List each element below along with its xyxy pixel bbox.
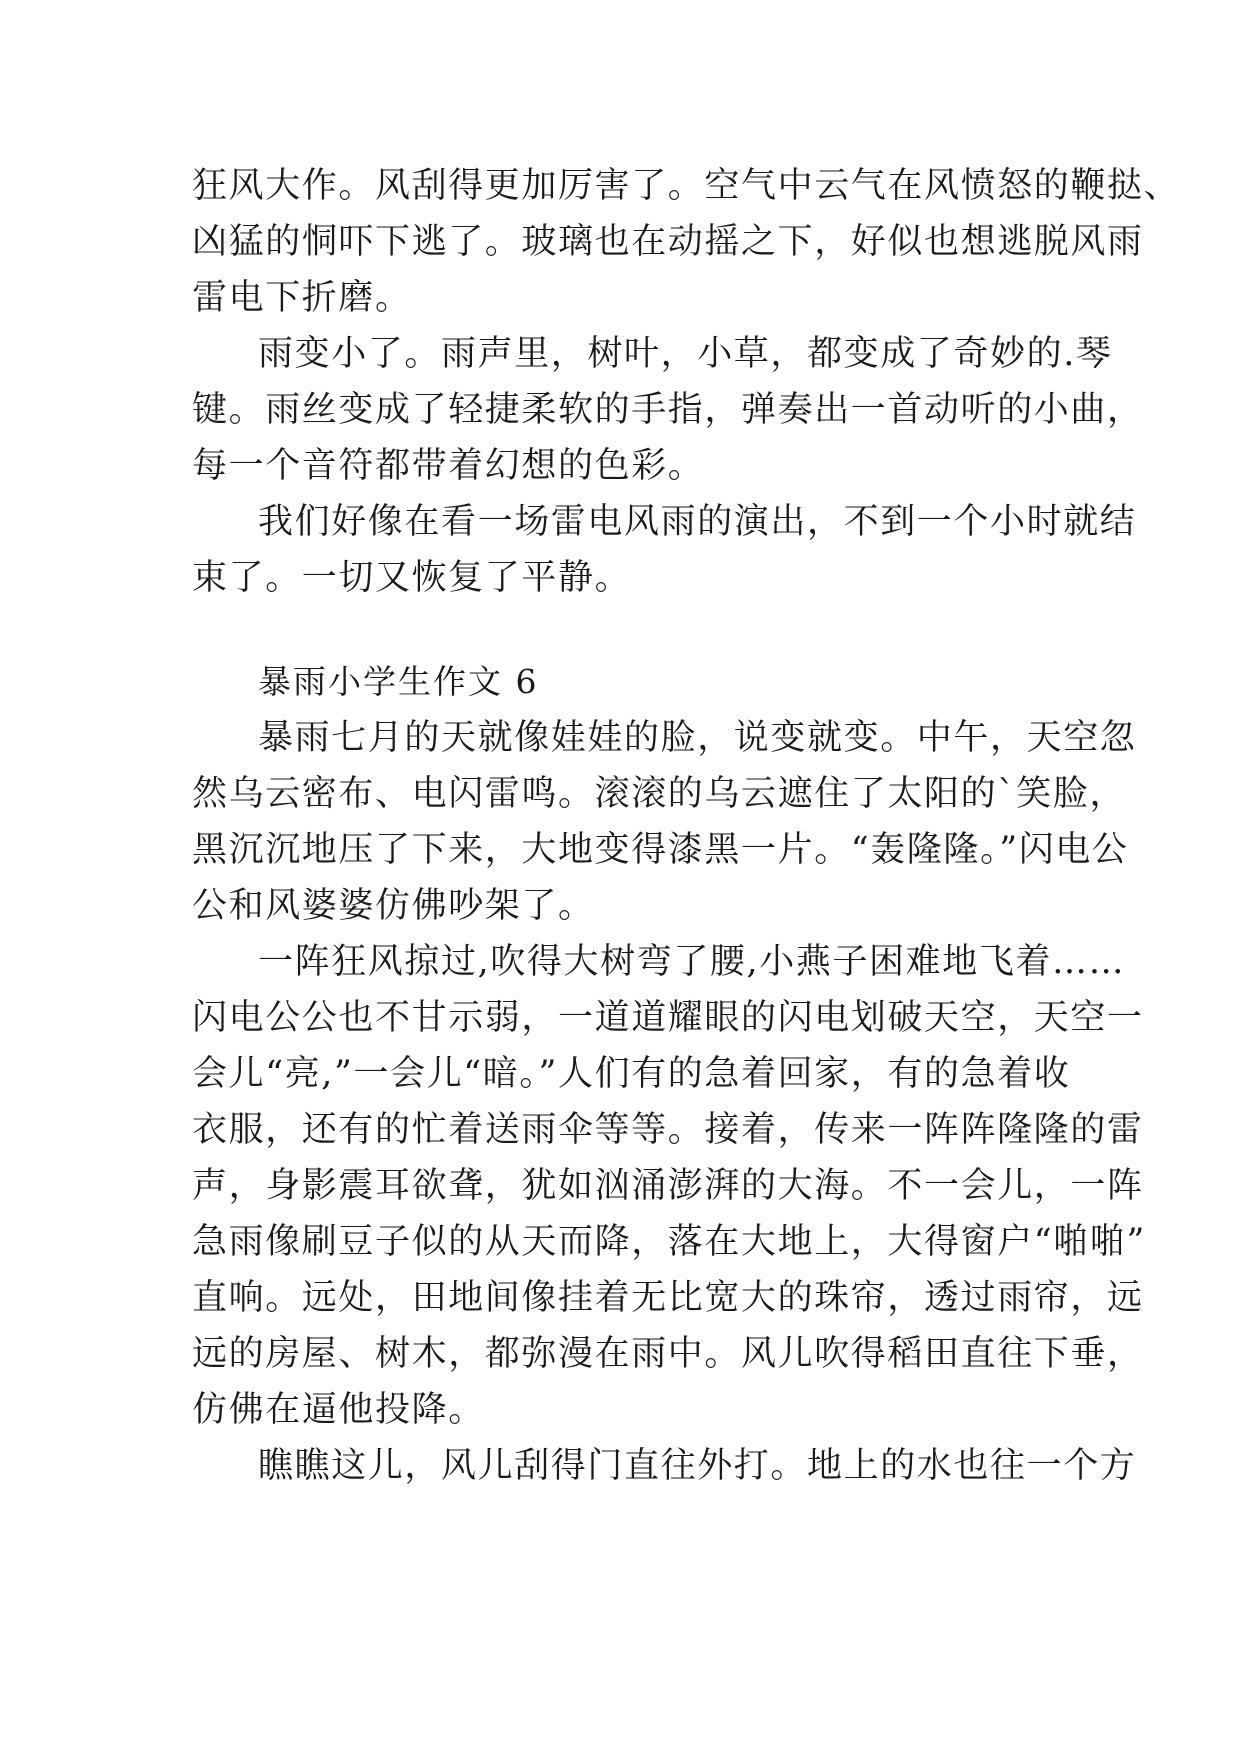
paragraph-line: 公和风婆婆仿佛吵架了。 <box>192 886 595 926</box>
paragraph-line: 远的房屋、树木，都弥漫在雨中。风儿吹得稻田直往下垂， <box>192 1334 1144 1374</box>
paragraph-line: 闪电公公也不甘示弱，一道道耀眼的闪电划破天空，天空一 <box>192 998 1144 1038</box>
paragraph-line: 衣服，还有的忙着送雨伞等等。接着，传来一阵阵隆隆的雷 <box>192 1110 1144 1150</box>
paragraph-line: 黑沉沉地压了下来，大地变得漆黑一片。“轰隆隆。”闪电公 <box>192 830 1129 870</box>
paragraph-line: 我们好像在看一场雷电风雨的演出，不到一个小时就结 <box>258 502 1137 542</box>
paragraph-line: 狂风大作。风刮得更加厉害了。空气中云气在风愤怒的鞭挞、 <box>192 166 1181 206</box>
paragraph-line: 会儿“亮,”一会儿“暗。”人们有的急着回家，有的急着收 <box>192 1054 1071 1094</box>
paragraph-line: 每一个音符都带着幻想的色彩。 <box>192 446 705 486</box>
paragraph-line: 凶猛的恫吓下逃了。玻璃也在动摇之下，好似也想逃脱风雨 <box>192 222 1144 262</box>
paragraph-line: 键。雨丝变成了轻捷柔软的手指，弹奏出一首动听的小曲， <box>192 390 1144 430</box>
paragraph-line: 瞧瞧这儿，风儿刮得门直往外打。地上的水也往一个方 <box>258 1446 1137 1486</box>
paragraph-line: 声，身影震耳欲聋，犹如汹涌澎湃的大海。不一会儿，一阵 <box>192 1166 1144 1206</box>
paragraph-line: 一阵狂风掠过,吹得大树弯了腰,小燕子困难地飞着…… <box>258 942 1126 982</box>
paragraph-line: 直响。远处，田地间像挂着无比宽大的珠帘，透过雨帘，远 <box>192 1278 1144 1318</box>
paragraph-line: 束了。一切又恢复了平静。 <box>192 558 632 598</box>
paragraph-line: 急雨像刷豆子似的从天而降，落在大地上，大得窗户“啪啪” <box>192 1222 1146 1262</box>
paragraph-line: 然乌云密布、电闪雷鸣。滚滚的乌云遮住了太阳的`笑脸， <box>192 774 1127 814</box>
paragraph-line: 仿佛在逼他投降。 <box>192 1390 485 1430</box>
section-heading: 暴雨小学生作文 6 <box>258 662 539 701</box>
paragraph-line: 雷电下折磨。 <box>192 278 412 318</box>
paragraph-line: 暴雨七月的天就像娃娃的脸，说变就变。中午，天空忽 <box>258 718 1137 758</box>
paragraph-line: 雨变小了。雨声里，树叶，小草，都变成了奇妙的.琴 <box>258 334 1113 374</box>
